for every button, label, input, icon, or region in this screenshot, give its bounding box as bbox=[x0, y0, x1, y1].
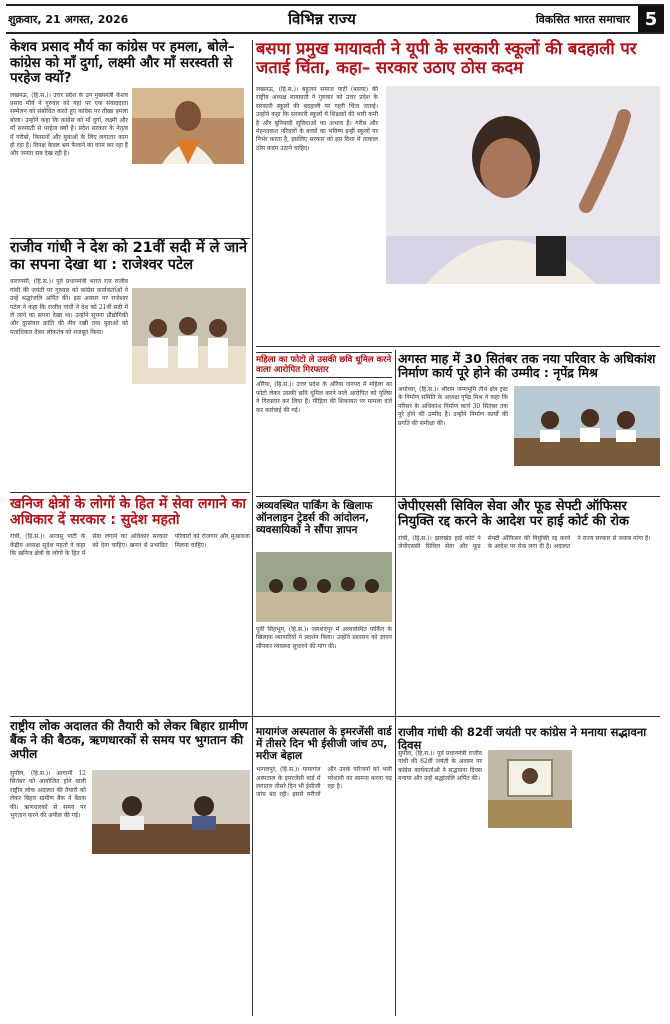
story-headline: राजीव गांधी ने देश को 21वीं सदी में ले जाने का सपना देखा था : राजेश्वर पटेल bbox=[10, 240, 248, 273]
column-rule bbox=[252, 40, 253, 1016]
masthead bbox=[6, 4, 664, 34]
mayawati-photo bbox=[386, 86, 660, 284]
story-jpsc bbox=[398, 500, 660, 720]
story-headline: अव्यवस्थित पार्किंग के खिलाफ ऑनलाइन ट्रेडर्स की आंदोलन, व्यवसायिकों ने सौंपा ज्ञापन bbox=[256, 500, 373, 537]
story-body: वाराणसी, (हि.स.)। पूर्व प्रधानमंत्री भारत रत्न राजीव गांधी की जयंती पर गुरुवार को कांग्रेस कार्यकर्ताओं ने उन्हें श्रद्धांजलि अर्पित की। इस अवसर पर राजेश्वर पटेल ने कहा कि राजीव गांधी ने देश को 21वीं सदी में ले जाने का सपना देखा था। उन्होंने सूचना प्रौद्योगिकी और दूरसंचार क्रांति की नींव रखी तथा युवाओं को मताधिकार देकर लोकतंत्र को मजबूत किया। bbox=[10, 278, 128, 336]
page-number: 5 bbox=[638, 6, 664, 32]
story-body: सुपौल, (हि.स.)। आगामी 12 सितंबर को आयोजित होने वाली राष्ट्रीय लोक अदालत की तैयारी को लेकर बिहार ग्रामीण बैंक ने बैठक की। ऋणधारकों से समय पर भुगतान करने की अपील की गई। bbox=[10, 770, 86, 820]
story-headline: राजीव गांधी की 82वीं जयंती पर कांग्रेस ने मनाया सद्भावना दिवस bbox=[398, 725, 647, 753]
protest-photo bbox=[256, 552, 392, 622]
story-headline: राष्ट्रीय लोक अदालत की तैयारी को लेकर बिहार ग्रामीण बैंक ने की बैठक, ऋणधारकों से समय पर भुगतान की अपील bbox=[10, 719, 248, 761]
story-subhead: महिला का फोटो ले उसकी छवि धूमिल करने वाला आरोपित गिरफ्तार bbox=[256, 352, 392, 378]
keshav-photo bbox=[132, 88, 244, 164]
story-rajiv bbox=[10, 240, 250, 490]
row-rule bbox=[10, 716, 660, 717]
row-rule bbox=[10, 492, 250, 493]
story-body: औरैया, (हि.स.)। उत्तर प्रदेश के औरैया जनपद में महिला का फोटो लेकर उसकी छवि धूमिल करने वाले आरोपित को पुलिस ने गिरफ्तार कर लिया है। पीड़िता की शिकायत पर मामला दर्ज कर कार्रवाई की गई। bbox=[256, 381, 392, 414]
story-headline: बसपा प्रमुख मायावती ने यूपी के सरकारी स्कूलों की बदहाली पर जताई चिंता, कहा– सरकार उठाए ठोस कदम bbox=[256, 39, 637, 77]
story-rajiv-82 bbox=[398, 726, 660, 1016]
newspaper-name: विकसित भारत समाचार bbox=[535, 12, 630, 26]
story-headline: जेपीएससी सिविल सेवा और फूड सेफ्टी ऑफिसर नियुक्ति रद्द करने के आदेश पर हाई कोर्ट की रोक bbox=[398, 499, 630, 529]
story-keshav bbox=[10, 40, 250, 240]
story-headline: अगस्त माह में 30 सितंबर तक नया परिवार के अधिकांश निर्माण कार्य पूरे होने की उम्मीद : नृपेंद्र मिश्र bbox=[398, 351, 656, 381]
issue-date: शुक्रवार, 21 अगस्त, 2026 bbox=[8, 12, 129, 26]
story-headline: खनिज क्षेत्रों के लोगों के हित में सेवा लगाने का अधिकार दें सरकार : सुदेश महतो bbox=[10, 496, 247, 529]
story-parking bbox=[256, 500, 392, 720]
story-body: रांची, (हि.स.)। आजसू पार्टी के केंद्रीय अध्यक्ष सुदेश महतो ने कहा कि खनिज क्षेत्रों के लोगों के हित में सेवा लगाने का अधिकार सरकार को देना चाहिए। खनन से प्रभावित परिवारों को रोजगार और मुआवजा मिलना चाहिए। bbox=[10, 533, 250, 557]
story-body: भागलपुर, (हि.स.)। मायागंज अस्पताल के इमरजेंसी वार्ड में लगातार तीसरे दिन भी ईसीजी जांच बंद रही। इससे मरीजों और उनके परिजनों को भारी परेशानी का सामना करना पड़ रहा है। bbox=[256, 766, 392, 799]
story-lok-adalat bbox=[10, 720, 250, 1016]
story-body: अयोध्या, (हि.स.)। श्रीराम जन्मभूमि तीर्थ क्षेत्र ट्रस्ट के निर्माण समिति के अध्यक्ष नृपेंद्र मिश्र ने कहा कि परिसर के अधिकांश निर्माण कार्य 30 सितंबर तक पूरे होने की उम्मीद है। उन्होंने निर्माण कार्यों की प्रगति की समीक्षा की। bbox=[398, 386, 508, 427]
story-body: रांची, (हि.स.)। झारखंड हाई कोर्ट ने जेपीएससी सिविल सेवा और फूड सेफ्टी ऑफिसर की नियुक्ति रद्द करने के आदेश पर रोक लगा दी है। अदालत ने राज्य सरकार से जवाब मांगा है। bbox=[398, 534, 651, 551]
rajiv-event-photo bbox=[132, 288, 246, 384]
section-title: विभिन्न राज्य bbox=[288, 10, 356, 28]
bank-meeting-photo bbox=[92, 770, 250, 854]
story-nripendra bbox=[398, 352, 660, 492]
tribute-photo bbox=[488, 750, 572, 828]
story-body: सुपौल, (हि.स.)। पूर्व प्रधानमंत्री राजीव गांधी की 82वीं जयंती के अवसर पर कांग्रेस कार्यकर्ताओं ने सद्भावना दिवस मनाया और उन्हें श्रद्धांजलि अर्पित की। bbox=[398, 750, 482, 783]
story-khanij bbox=[10, 496, 250, 706]
story-body: लखनऊ, (हि.स.)। बहुजन समाज पार्टी (बसपा) की राष्ट्रीय अध्यक्ष मायावती ने गुरुवार को उत्तर प्रदेश के सरकारी स्कूलों की बदहाली पर गहरी चिंता जताई। उन्होंने कहा कि सरकारी स्कूलों में शिक्षकों की भारी कमी है और बुनियादी सुविधाओं का अभाव है। गरीब और मेहनतकश परिवारों के बच्चों का भविष्य इन्हीं स्कूलों पर निर्भर करता है, इसलिए सरकार को इस दिशा में तत्काल ठोस कदम उठाने चाहिए। bbox=[256, 86, 378, 152]
story-headline: मायागंज अस्पताल के इमरजेंसी वार्ड में तीसरे दिन भी ईसीजी जांच ठप, मरीज बेहाल bbox=[256, 726, 392, 763]
story-mahila bbox=[256, 352, 392, 452]
row-rule bbox=[10, 238, 250, 239]
story-headline: केशव प्रसाद मौर्य का कांग्रेस पर हमला, बोले–कांग्रेस को माँ दुर्गा, लक्ष्मी और माँ सरस्वती से परहेज क्यों? bbox=[10, 39, 235, 87]
column-rule bbox=[395, 350, 396, 1016]
press-meet-photo bbox=[514, 386, 660, 466]
story-mayawati bbox=[256, 40, 660, 340]
story-body-continued bbox=[386, 290, 660, 336]
story-body: पूर्वी सिंहभूम, (हि.स.)। जमशेदपुर में अव्यवस्थित पार्किंग के खिलाफ व्यापारियों ने प्रदर्शन किया। उन्होंने प्रशासन को ज्ञापन सौंपकर व्यवस्था सुधारने की मांग की। bbox=[256, 626, 392, 650]
story-body: लखनऊ, (हि.स.)। उत्तर प्रदेश के उप मुख्यमंत्री केशव प्रसाद मौर्य ने गुरुवार को यहां पर एक संवाददाता सम्मेलन को संबोधित करते हुए कांग्रेस पर तीखा हमला बोला। उन्होंने कहा कि कांग्रेस को माँ दुर्गा, लक्ष्मी और माँ सरस्वती से परहेज क्यों है। प्रदेश सरकार के नेतृत्व में गरीबों, किसानों और युवाओं के लिए लगातार काम हो रहा है। विपक्ष केवल भ्रम फैलाने का काम कर रहा है और जनता सब देख रही है। bbox=[10, 91, 128, 158]
row-rule bbox=[256, 496, 660, 497]
story-mayaganj bbox=[256, 726, 392, 1016]
row-rule bbox=[256, 346, 660, 347]
